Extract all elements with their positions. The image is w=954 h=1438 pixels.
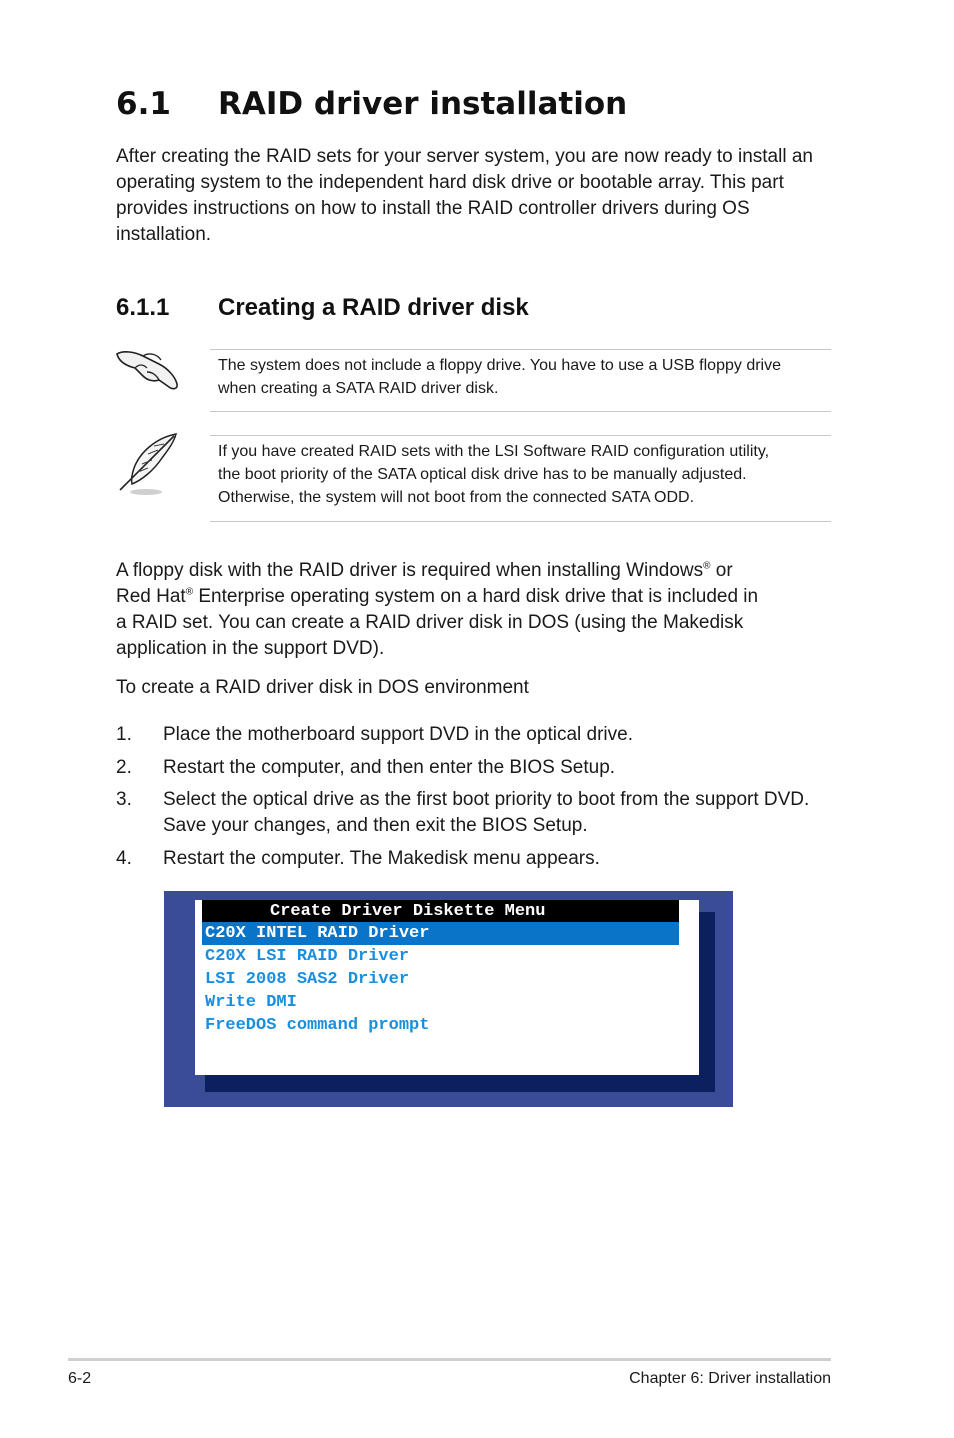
note-line: when creating a SATA RAID driver disk. [218, 380, 499, 397]
note-line: Otherwise, the system will not boot from the connected SATA ODD. [218, 489, 695, 506]
dos-menu-title: Create Driver Diskette Menu [270, 902, 546, 921]
step-item [116, 755, 836, 781]
dos-menu-item-intel-raid[interactable]: C20X INTEL RAID Driver [202, 922, 679, 945]
body-text: application in the support DVD). [116, 638, 385, 659]
dos-menu-item-write-dmi[interactable]: Write DMI [205, 993, 297, 1012]
subsection-title: Creating a RAID driver disk [218, 294, 529, 321]
page-number: 6-2 [68, 1370, 92, 1387]
dos-menu-list [202, 922, 679, 1037]
step-item [116, 846, 836, 872]
note-line: The system does not include a floppy drive. You have to use a USB floppy drive [218, 357, 781, 374]
body-text: Enterprise operating system on a hard disk drive that is included in [193, 586, 759, 607]
feather-icon [112, 430, 182, 498]
dos-menu-item-lsi-raid[interactable]: C20X LSI RAID Driver [205, 947, 410, 966]
note-boot-priority [210, 435, 831, 522]
body-text: A floppy disk with the RAID driver is required when installing Windows [116, 560, 704, 581]
note-floppy [210, 349, 831, 412]
procedure-title: To create a RAID driver disk in DOS environment [116, 677, 529, 698]
section-title: RAID driver installation [218, 86, 628, 122]
hand-icon [113, 342, 181, 392]
step-text: Restart the computer. The Makedisk menu appears. [163, 847, 600, 869]
dos-menu-title-bar [202, 900, 679, 923]
step-item [116, 722, 836, 748]
step-text: Select the optical drive as the first boot priority to boot from the support DVD. Save your changes, and then exit the BIOS Setup. [163, 789, 810, 836]
step-number: 2. [116, 756, 132, 778]
step-item [116, 787, 836, 839]
step-text: Place the motherboard support DVD in the optical drive. [163, 724, 633, 745]
body-text: Red Hat [116, 586, 186, 607]
dos-menu-item-lsi-sas2[interactable]: LSI 2008 SAS2 Driver [205, 970, 410, 989]
step-number: 3. [116, 789, 132, 810]
section-number: 6.1 [116, 86, 171, 122]
step-number: 1. [116, 724, 132, 745]
body-text: a RAID set. You can create a RAID driver disk in DOS (using the Makedisk [116, 612, 744, 633]
body-paragraph [116, 558, 816, 662]
body-text: or [710, 560, 733, 581]
dos-menu-item-freedos-prompt[interactable]: FreeDOS command prompt [205, 1016, 430, 1035]
section-heading [116, 86, 627, 122]
intro-paragraph: After creating the RAID sets for your server system, you are now ready to install an operating system to the independent hard disk drive or bootable array. This part provides instructions on how to install the RAID controller drivers during OS installation. [116, 146, 813, 245]
note-line: If you have created RAID sets with the LSI Software RAID configuration utility, [218, 443, 770, 460]
step-number: 4. [116, 847, 132, 869]
steps-list [116, 722, 836, 878]
registered-mark: ® [703, 560, 711, 572]
registered-mark: ® [185, 586, 194, 598]
note-line: the boot priority of the SATA optical disk drive has to be manually adjusted. [218, 466, 747, 483]
step-text: Restart the computer, and then enter the BIOS Setup. [163, 756, 616, 778]
chapter-title: Chapter 6: Driver installation [629, 1370, 831, 1387]
subsection-number: 6.1.1 [116, 294, 170, 321]
subsection-heading [116, 294, 529, 322]
footer-divider [68, 1358, 831, 1361]
